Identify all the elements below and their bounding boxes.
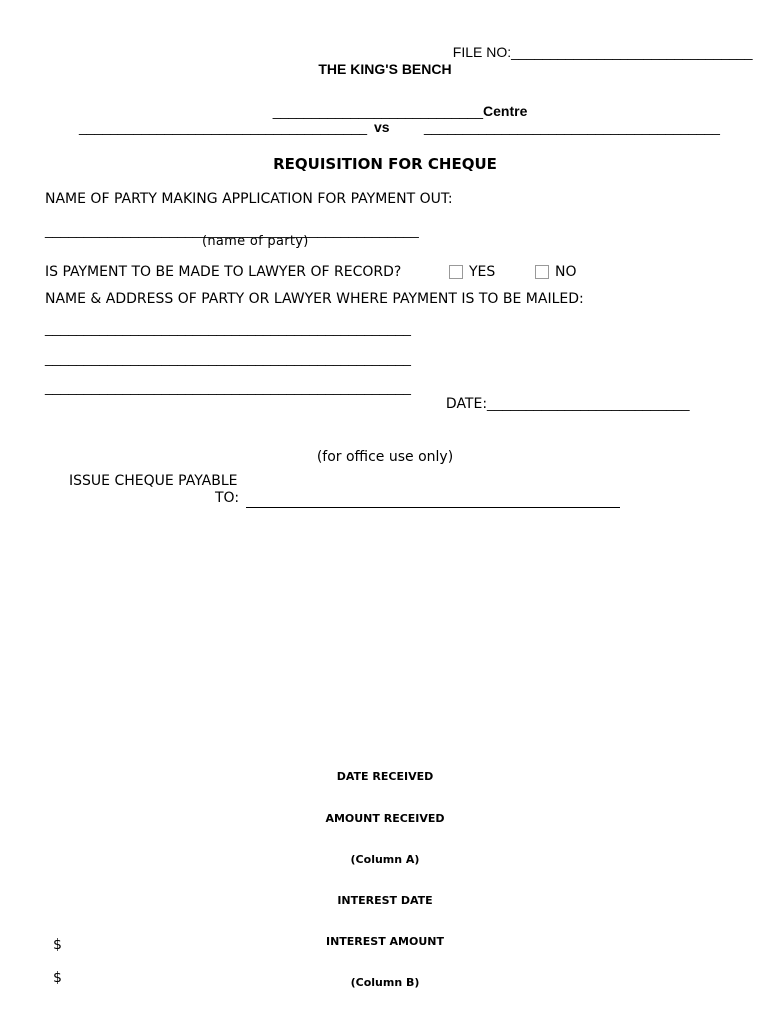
office-use-note: (for office use only): [316, 449, 454, 465]
vs-label: vs: [374, 119, 390, 135]
applicant-caption: (name of party): [202, 234, 309, 249]
issue-cheque-label-1: ISSUE CHEQUE PAYABLE: [69, 473, 238, 489]
date-row: [437, 379, 690, 412]
column-b-heading: (Column B): [350, 975, 420, 989]
column-a-heading: (Column A): [350, 852, 420, 866]
no-checkbox[interactable]: [535, 265, 549, 279]
centre-label: Centre: [483, 103, 528, 119]
mailing-line-1[interactable]: _______________________________________________: [45, 320, 411, 336]
mailing-label: NAME & ADDRESS OF PARTY OR LAWYER WHERE PAYMENT IS TO BE MAILED:: [45, 291, 584, 307]
amount-received-heading: AMOUNT RECEIVED: [325, 811, 445, 825]
applicant-name-field[interactable]: ________________________________________________: [45, 222, 419, 238]
date-received-heading: DATE RECEIVED: [336, 770, 434, 784]
dollar-sign-1: $: [53, 937, 62, 953]
payee-line[interactable]: [246, 507, 620, 508]
document-title: REQUISITION FOR CHEQUE: [273, 155, 497, 173]
file-no-label: FILE NO:: [452, 44, 512, 60]
applicant-label: NAME OF PARTY MAKING APPLICATION FOR PAYMENT OUT:: [45, 191, 453, 207]
yes-label: YES: [469, 264, 496, 280]
centre-line: [265, 87, 527, 119]
lawyer-question-label: IS PAYMENT TO BE MADE TO LAWYER OF RECORD?: [45, 264, 402, 280]
no-label: NO: [555, 264, 577, 280]
party-left-field[interactable]: _____________________________________: [79, 119, 368, 135]
interest-date-heading: INTEREST DATE: [337, 893, 433, 907]
interest-amount-heading: INTEREST AMOUNT: [325, 934, 444, 948]
file-no: [445, 28, 753, 60]
yes-checkbox[interactable]: [449, 265, 463, 279]
date-label: DATE:: [445, 396, 488, 412]
dollar-sign-2: $: [53, 970, 62, 986]
date-field[interactable]: __________________________: [487, 395, 690, 411]
centre-field[interactable]: ___________________________: [272, 103, 484, 119]
column-headings: [0, 743, 770, 1003]
mailing-line-2[interactable]: _______________________________________________: [45, 350, 411, 366]
issue-cheque-label-2: TO:: [215, 490, 240, 506]
mailing-line-3[interactable]: _______________________________________________: [45, 379, 411, 395]
court-name: THE KING'S BENCH: [318, 61, 452, 77]
file-no-field[interactable]: _______________________________: [511, 44, 753, 60]
party-right-field[interactable]: ______________________________________: [424, 119, 720, 135]
